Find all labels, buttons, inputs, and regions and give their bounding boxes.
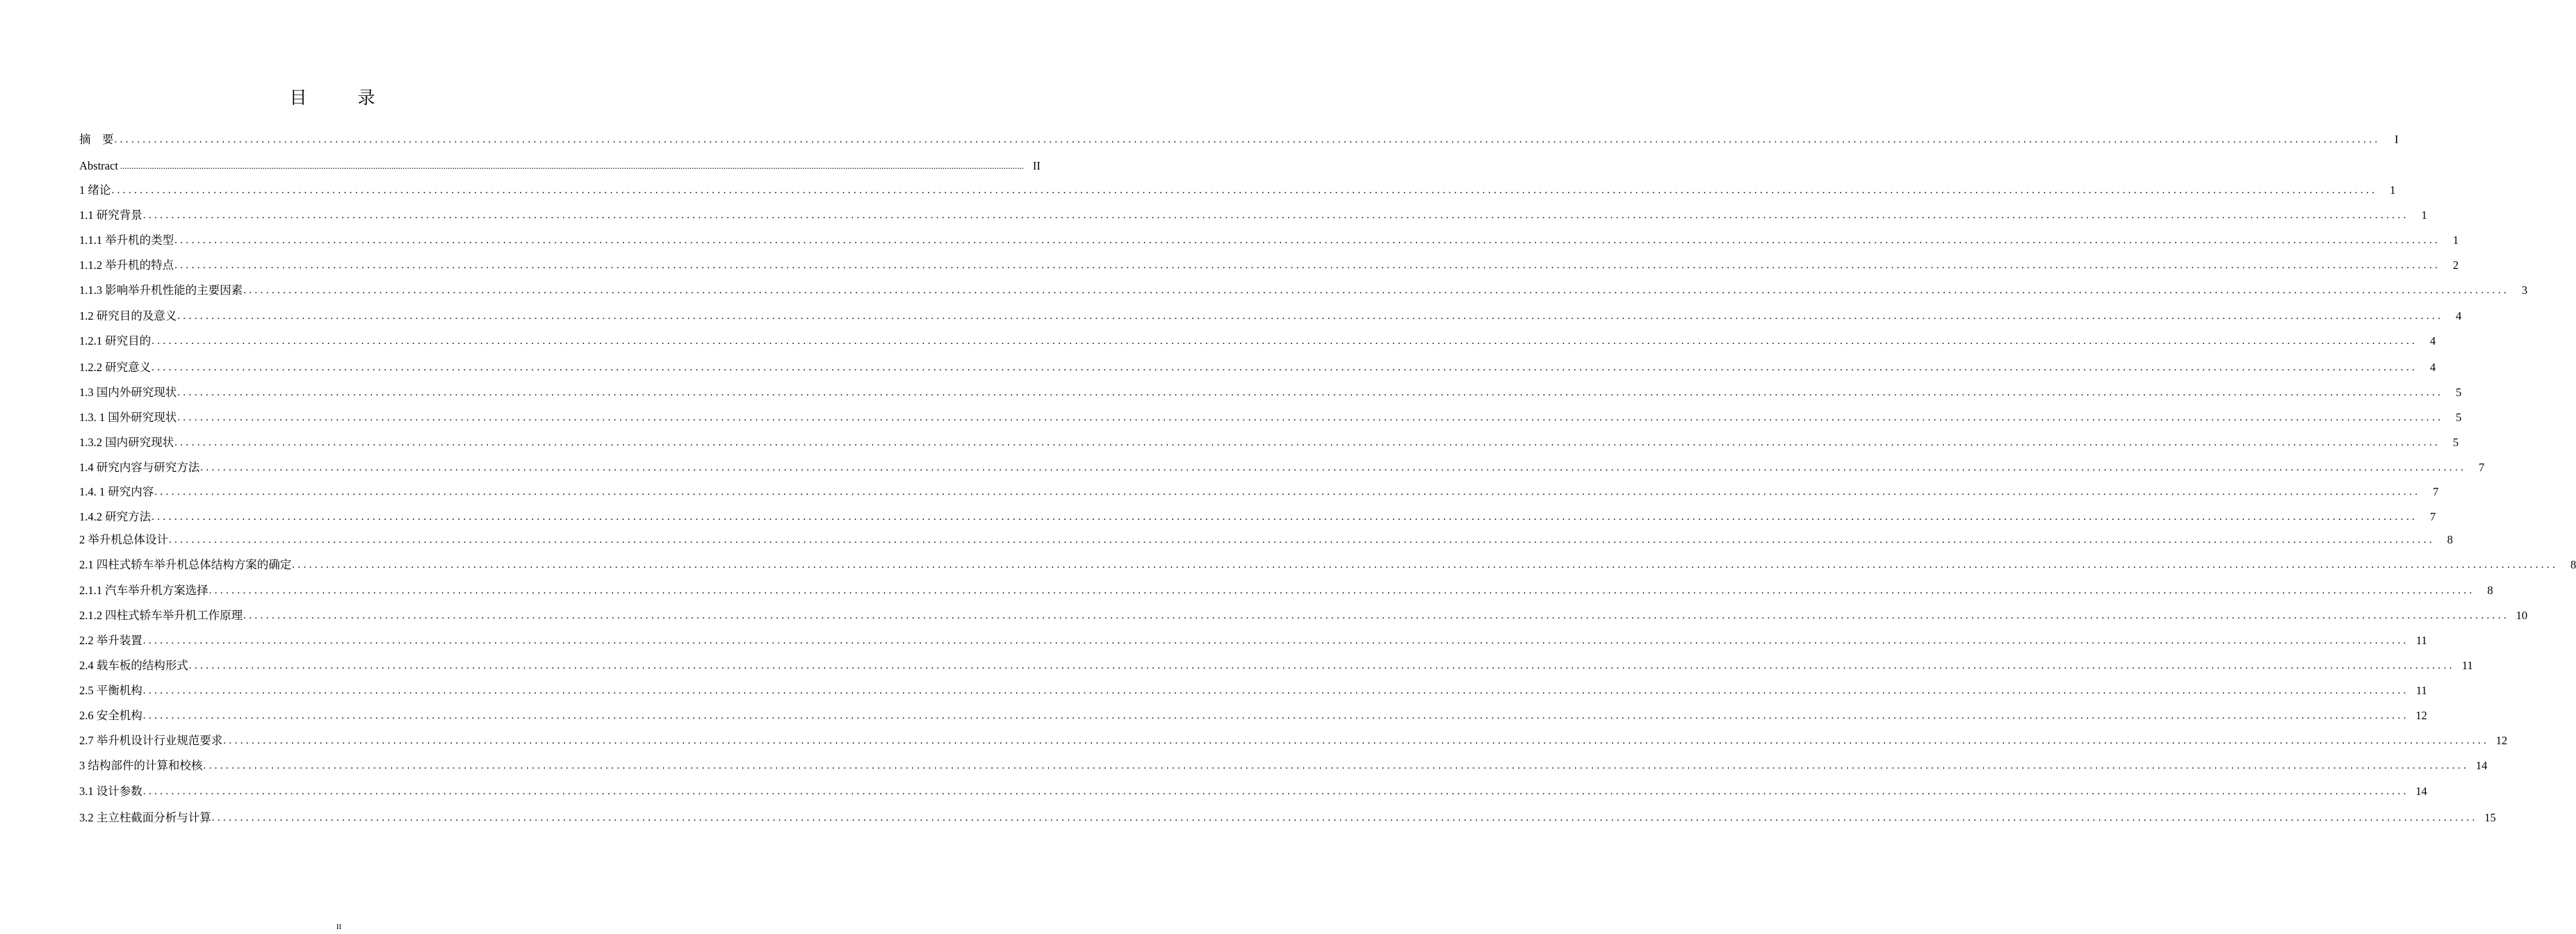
toc-entry-page: 4 bbox=[2429, 334, 2436, 347]
toc-entry-label: 1.4.2 研究方法 bbox=[79, 510, 152, 523]
toc-dot-leader: ................................................................................................................................................................................................................................................................................................................................................................................................................ bbox=[200, 462, 2467, 473]
toc-dot-leader: ................................................................................................................................................................................................................................................................................................................................................................................................................ bbox=[120, 161, 1024, 171]
toc-entry[interactable] bbox=[79, 532, 2453, 548]
toc-dot-leader: ................................................................................................................................................................................................................................................................................................................................................................................................................ bbox=[209, 585, 2475, 596]
toc-entry[interactable] bbox=[79, 131, 2399, 148]
toc-entry-label: 2.2 举升装置 bbox=[79, 634, 142, 647]
toc-entry-page: 1 bbox=[2421, 208, 2427, 222]
toc-entry[interactable] bbox=[79, 182, 2396, 199]
toc-entry[interactable] bbox=[79, 757, 2488, 774]
toc-entry-label: 1.2.1 研究目的 bbox=[79, 334, 152, 347]
toc-dot-leader: ................................................................................................................................................................................................................................................................................................................................................................................................................ bbox=[292, 559, 2559, 571]
toc-entry-label: 1.4. 1 研究内容 bbox=[79, 485, 154, 498]
toc-entry[interactable] bbox=[79, 409, 2462, 426]
toc-entry-page: 11 bbox=[2461, 659, 2473, 672]
toc-entry[interactable] bbox=[79, 308, 2462, 325]
toc-entry-label: 2.1 四柱式轿车举升机总体结构方案的确定 bbox=[79, 558, 292, 571]
toc-entry-label: 1.2.2 研究意义 bbox=[79, 361, 152, 374]
toc-entry[interactable] bbox=[79, 509, 2436, 525]
toc-entry-label: 2.1.2 四柱式轿车举升机工作原理 bbox=[79, 609, 243, 622]
toc-dot-leader: ................................................................................................................................................................................................................................................................................................................................................................................................................ bbox=[177, 387, 2444, 398]
toc-entry[interactable] bbox=[79, 682, 2427, 699]
toc-dot-leader: ................................................................................................................................................................................................................................................................................................................................................................................................................ bbox=[243, 610, 2510, 621]
toc-entry-page: 5 bbox=[2452, 436, 2459, 449]
toc-dot-leader: ................................................................................................................................................................................................................................................................................................................................................................................................................ bbox=[114, 134, 2381, 145]
toc-entry-label: 1.1.2 举升机的特点 bbox=[79, 259, 174, 272]
page-title: 目 录 bbox=[289, 88, 392, 108]
toc-entry[interactable] bbox=[79, 158, 1041, 174]
toc-entry[interactable] bbox=[79, 232, 2459, 249]
toc-entry[interactable] bbox=[79, 484, 2439, 500]
toc-entry-page: 1 bbox=[2390, 183, 2396, 197]
toc-entry[interactable] bbox=[79, 810, 2496, 826]
toc-entry[interactable] bbox=[79, 459, 2485, 476]
toc-entry[interactable] bbox=[79, 359, 2436, 376]
toc-entry-page: 5 bbox=[2456, 386, 2462, 399]
toc-entry[interactable] bbox=[79, 632, 2427, 649]
toc-entry-label: 3.2 主立柱截面分析与计算 bbox=[79, 811, 211, 824]
toc-entry-label: 2.4 载车板的结构形式 bbox=[79, 659, 188, 672]
toc-entry-page: 4 bbox=[2429, 361, 2436, 374]
toc-entry-label: 1.3.2 国内研究现状 bbox=[79, 436, 174, 449]
toc-entry[interactable] bbox=[79, 732, 2508, 749]
toc-entry-label: 2 举升机总体设计 bbox=[79, 533, 168, 546]
toc-entry[interactable] bbox=[79, 707, 2427, 724]
toc-dot-leader: ................................................................................................................................................................................................................................................................................................................................................................................................................ bbox=[211, 812, 2478, 824]
toc-dot-leader: ................................................................................................................................................................................................................................................................................................................................................................................................................ bbox=[188, 660, 2455, 671]
toc-entry-label: 1.3 国内外研究现状 bbox=[79, 386, 177, 399]
toc-entry-page: 7 bbox=[2429, 510, 2436, 523]
toc-entry-page: I bbox=[2395, 133, 2399, 146]
toc-entry-page: 10 bbox=[2516, 609, 2528, 622]
toc-dot-leader: ................................................................................................................................................................................................................................................................................................................................................................................................................ bbox=[152, 362, 2418, 373]
toc-entry-label: 1.1 研究背景 bbox=[79, 208, 142, 222]
toc-dot-leader: ................................................................................................................................................................................................................................................................................................................................................................................................................ bbox=[154, 486, 2421, 498]
toc-entry-page: 8 bbox=[2447, 533, 2453, 546]
toc-entry[interactable] bbox=[79, 282, 2528, 299]
toc-entry-label: 1.3. 1 国外研究现状 bbox=[79, 411, 177, 424]
toc-entry-page: 7 bbox=[2433, 485, 2439, 498]
toc-entry-page: 8 bbox=[2487, 584, 2493, 597]
toc-entry[interactable] bbox=[79, 257, 2459, 274]
toc-dot-leader: ................................................................................................................................................................................................................................................................................................................................................................................................................ bbox=[111, 185, 2378, 196]
toc-dot-leader: ................................................................................................................................................................................................................................................................................................................................................................................................................ bbox=[177, 412, 2444, 423]
toc-entry-page: 4 bbox=[2456, 309, 2462, 322]
toc-entry[interactable] bbox=[79, 207, 2427, 224]
toc-dot-leader: ................................................................................................................................................................................................................................................................................................................................................................................................................ bbox=[177, 311, 2444, 322]
toc-entry-page: 5 bbox=[2456, 411, 2462, 424]
toc-dot-leader: ................................................................................................................................................................................................................................................................................................................................................................................................................ bbox=[243, 285, 2510, 296]
toc-entry-page: 2 bbox=[2452, 259, 2459, 272]
toc-entry-label: 2.1.1 汽车举升机方案选择 bbox=[79, 584, 209, 597]
toc-entry-page: 11 bbox=[2415, 634, 2427, 647]
toc-entry-page: 14 bbox=[2415, 785, 2427, 798]
toc-entry-page: 12 bbox=[2495, 734, 2508, 747]
toc-entry-label: 3.1 设计参数 bbox=[79, 785, 142, 798]
toc-dot-leader: ................................................................................................................................................................................................................................................................................................................................................................................................................ bbox=[142, 710, 2409, 721]
toc-entry[interactable] bbox=[79, 384, 2462, 401]
toc-dot-leader: ................................................................................................................................................................................................................................................................................................................................................................................................................ bbox=[174, 437, 2441, 448]
toc-entry-page: 1 bbox=[2452, 234, 2459, 247]
toc-dot-leader: ................................................................................................................................................................................................................................................................................................................................................................................................................ bbox=[142, 635, 2409, 646]
toc-entry[interactable] bbox=[79, 333, 2436, 350]
toc-dot-leader: ................................................................................................................................................................................................................................................................................................................................................................................................................ bbox=[223, 735, 2490, 746]
toc-entry-page: 12 bbox=[2415, 709, 2427, 722]
toc-entry-page: 8 bbox=[2570, 558, 2576, 571]
toc-dot-leader: ................................................................................................................................................................................................................................................................................................................................................................................................................ bbox=[152, 511, 2418, 523]
toc-entry-page: II bbox=[1032, 159, 1041, 172]
toc-entry[interactable] bbox=[79, 783, 2427, 800]
toc-entry[interactable] bbox=[79, 582, 2493, 599]
toc-entry-label: 1.2 研究目的及意义 bbox=[79, 309, 177, 322]
toc-entry-label: 1.4 研究内容与研究方法 bbox=[79, 461, 200, 474]
toc-dot-leader: ................................................................................................................................................................................................................................................................................................................................................................................................................ bbox=[142, 685, 2409, 696]
toc-entry-page: 11 bbox=[2415, 684, 2427, 697]
toc-entry[interactable] bbox=[79, 557, 2576, 573]
toc-entry[interactable] bbox=[79, 434, 2459, 451]
toc-dot-leader: ................................................................................................................................................................................................................................................................................................................................................................................................................ bbox=[142, 210, 2409, 221]
toc-dot-leader: ................................................................................................................................................................................................................................................................................................................................................................................................................ bbox=[203, 760, 2470, 771]
toc-entry-label: 1 绪论 bbox=[79, 183, 111, 197]
toc-entry[interactable] bbox=[79, 607, 2528, 624]
toc-entry-label: 3 结构部件的计算和校核 bbox=[79, 759, 203, 772]
toc-entry-page: 15 bbox=[2484, 811, 2496, 824]
toc-entry[interactable] bbox=[79, 657, 2473, 674]
toc-entry-label: 2.5 平衡机构 bbox=[79, 684, 142, 697]
toc-entry-label: 2.6 安全机构 bbox=[79, 709, 142, 722]
toc-entry-page: 7 bbox=[2479, 461, 2485, 474]
toc-entry-label: 2.7 举升机设计行业规范要求 bbox=[79, 734, 223, 747]
toc-entry-label: Abstract bbox=[79, 159, 118, 172]
page-number-footer: II bbox=[336, 923, 342, 931]
toc-dot-leader: ................................................................................................................................................................................................................................................................................................................................................................................................................ bbox=[142, 786, 2409, 797]
toc-entry-page: 3 bbox=[2521, 284, 2528, 297]
toc-entry-label: 1.1.1 举升机的类型 bbox=[79, 234, 174, 247]
toc-dot-leader: ................................................................................................................................................................................................................................................................................................................................................................................................................ bbox=[174, 260, 2441, 271]
toc-dot-leader: ................................................................................................................................................................................................................................................................................................................................................................................................................ bbox=[152, 336, 2418, 347]
toc-entry-page: 14 bbox=[2475, 759, 2488, 772]
toc-dot-leader: ................................................................................................................................................................................................................................................................................................................................................................................................................ bbox=[174, 235, 2441, 246]
toc-entry-label: 摘 要 bbox=[79, 133, 114, 146]
toc-entry-label: 1.1.3 影响举升机性能的主要因素 bbox=[79, 284, 243, 297]
toc-dot-leader: ................................................................................................................................................................................................................................................................................................................................................................................................................ bbox=[168, 534, 2435, 546]
